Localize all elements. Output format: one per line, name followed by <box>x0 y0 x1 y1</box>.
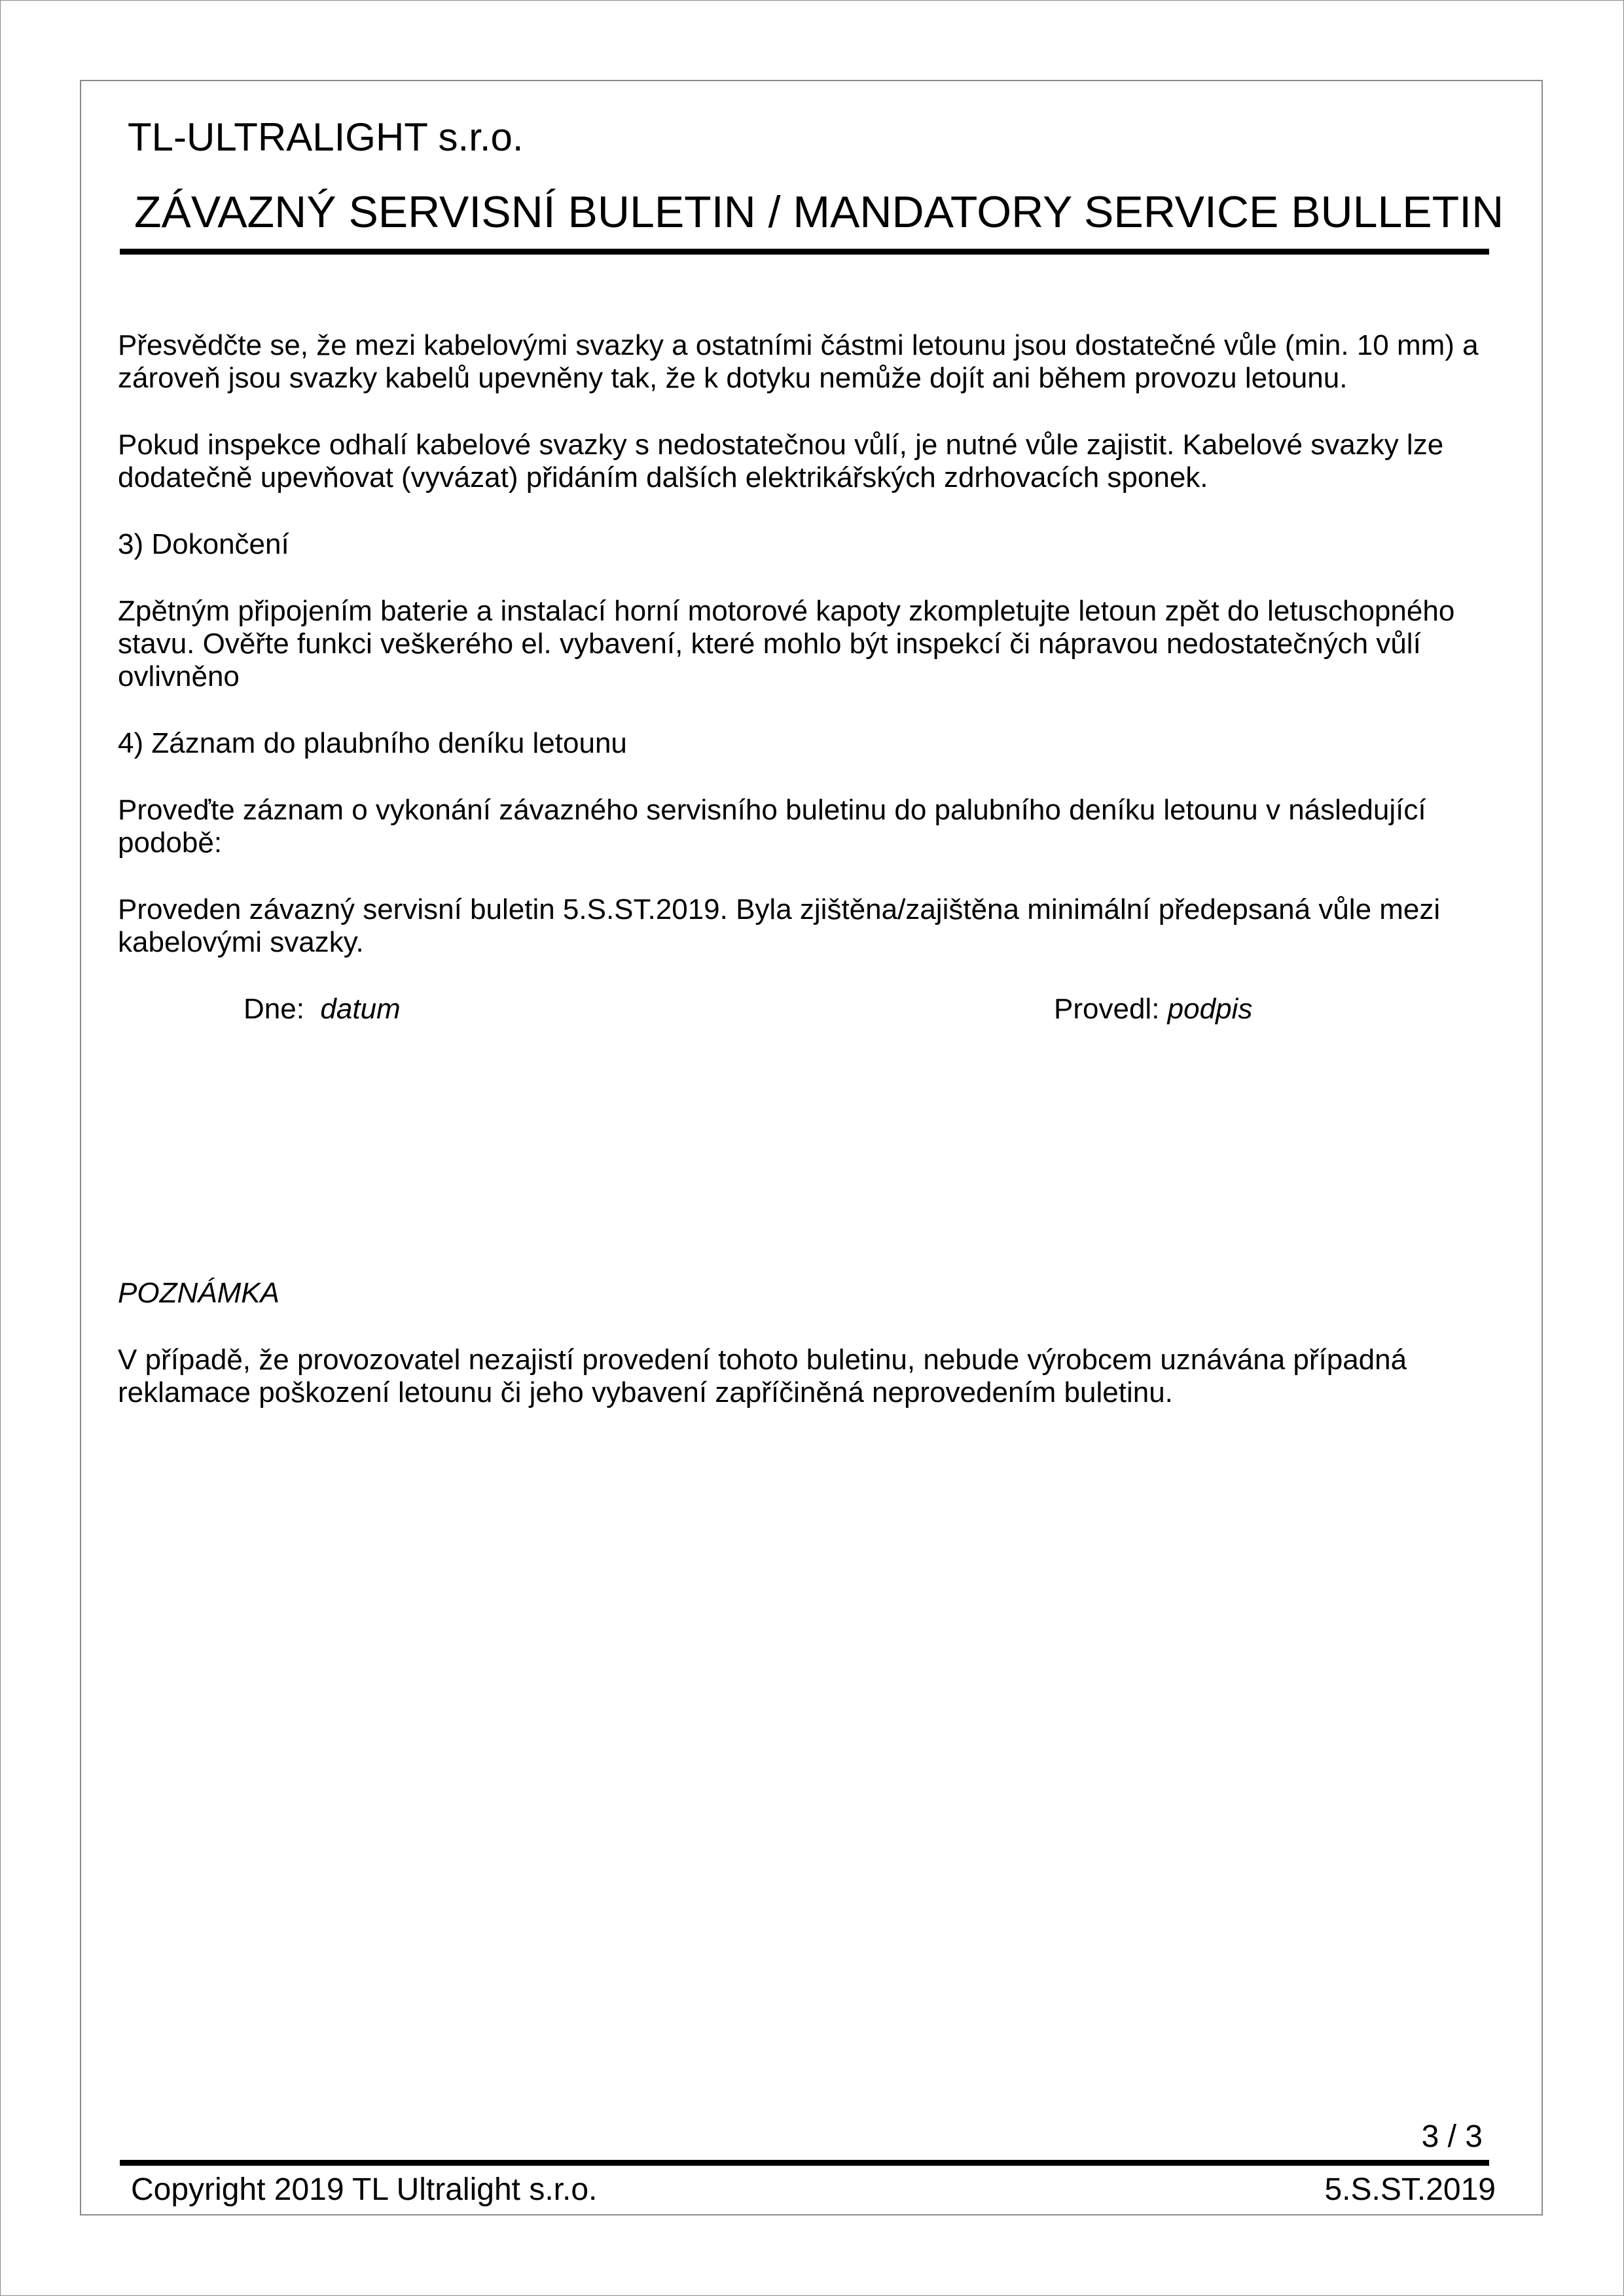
paragraph-clearance-check: Přesvědčte se, že mezi kabelovými svazky a ostatními částmi letounu jsou dostatečné vůle (min. 10 mm) a zároveň jsou svazky kabelů upevněny tak, že k dotyku nemůže dojít ani během provozu letounu. <box>118 329 1479 394</box>
paragraph-clearance-fix: Pokud inspekce odhalí kabelové svazky s nedostatečnou vůlí, je nutné vůle zajistit. Kabelové svazky lze dodatečně upevňovat (vyvázat) přidáním dalších elektrikářských zdrhovacích sponek. <box>118 429 1444 493</box>
note-block <box>118 1277 1519 1409</box>
date-value: datum <box>320 993 401 1025</box>
bulletin-body <box>118 329 1519 1443</box>
section-4-heading: 4) Záznam do plaubního deníku letounu <box>118 727 627 759</box>
note-text: V případě, že provozovatel nezajistí provedení tohoto buletinu, nebude výrobcem uznávána případná reklamace poškození letounu či jeho vybavení zapříčiněná neprovedením buletinu. <box>118 1344 1407 1408</box>
header-rule <box>120 249 1489 255</box>
section-3-heading: 3) Dokončení <box>118 528 289 560</box>
paragraph-logbook-entry: Proveden závazný servisní buletin 5.S.ST.2019. Byla zjištěna/zajištěna minimální předepsaná vůle mezi kabelovými svazky. <box>118 893 1441 958</box>
company-name: TL-ULTRALIGHT s.r.o. <box>128 115 524 159</box>
paragraph-completion: Zpětným připojením baterie a instalací horní motorové kapoty zkompletujte letoun zpět do letuschopného stavu. Ověřte funkci veškerého el. vybavení, které mohlo být inspekcí či nápravou nedostatečných vůlí ovlivněno <box>118 595 1455 692</box>
paragraph-logbook-instruction: Proveďte záznam o vykonání závazného servisního buletinu do palubního deníku letounu v následující podobě: <box>118 794 1426 859</box>
date-label: Dne: <box>244 993 304 1025</box>
date-field <box>244 993 401 1026</box>
page-number: 3 / 3 <box>1421 2119 1483 2154</box>
performed-by-value: podpis <box>1167 993 1253 1025</box>
note-heading: POZNÁMKA <box>118 1277 280 1309</box>
bulletin-title: ZÁVAZNÝ SERVISNÍ BULETIN / MANDATORY SERVICE BULLETIN <box>134 187 1504 237</box>
signature-row <box>118 993 1519 1026</box>
document-code: 5.S.ST.2019 <box>1324 2172 1496 2207</box>
performed-by-label: Provedl: <box>1054 993 1160 1025</box>
copyright-notice: Copyright 2019 TL Ultralight s.r.o. <box>131 2172 598 2207</box>
footer-rule <box>120 2160 1489 2166</box>
performed-by-field <box>1054 993 1252 1026</box>
